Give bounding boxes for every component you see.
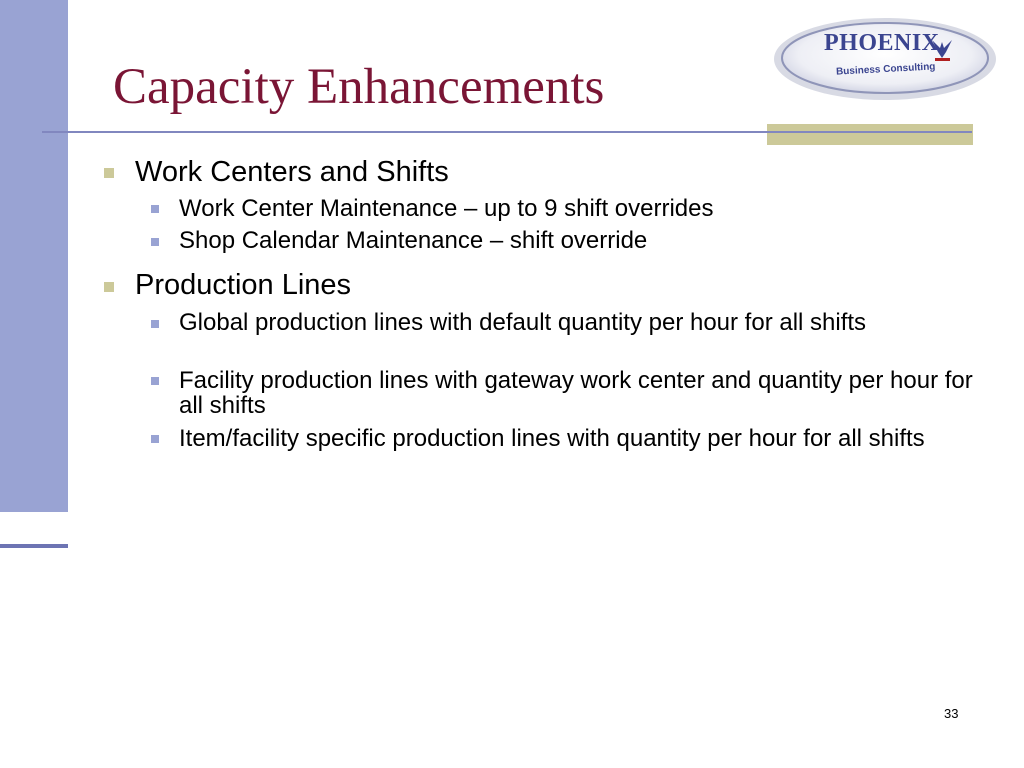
header-accent-block xyxy=(767,124,973,145)
square-bullet-icon xyxy=(151,205,159,213)
logo-name: PHOENIX xyxy=(824,30,940,56)
list-item: Facility production lines with gateway work center and quantity per hour for all shifts xyxy=(179,367,973,419)
square-bullet-icon xyxy=(104,282,114,292)
list-item: Work Center Maintenance – up to 9 shift overrides xyxy=(179,195,714,222)
square-bullet-icon xyxy=(151,238,159,246)
square-bullet-icon xyxy=(151,435,159,443)
phoenix-logo xyxy=(772,16,998,102)
square-bullet-icon xyxy=(104,168,114,178)
logo-tagline: Business Consulting xyxy=(835,61,936,78)
sidebar-decoration xyxy=(0,0,68,512)
slide-title: Capacity Enhancements xyxy=(113,59,605,115)
title-divider xyxy=(42,131,972,133)
list-item: Item/facility specific production lines with quantity per hour for all shifts xyxy=(179,425,925,452)
section-heading: Work Centers and Shifts xyxy=(135,156,449,188)
square-bullet-icon xyxy=(151,320,159,328)
square-bullet-icon xyxy=(151,377,159,385)
list-item: Shop Calendar Maintenance – shift override xyxy=(179,227,648,254)
sidebar-accent-line xyxy=(0,544,68,548)
section-heading: Production Lines xyxy=(135,269,352,301)
page-number: 33 xyxy=(944,706,959,721)
list-item: Global production lines with default quantity per hour for all shifts xyxy=(179,309,867,336)
